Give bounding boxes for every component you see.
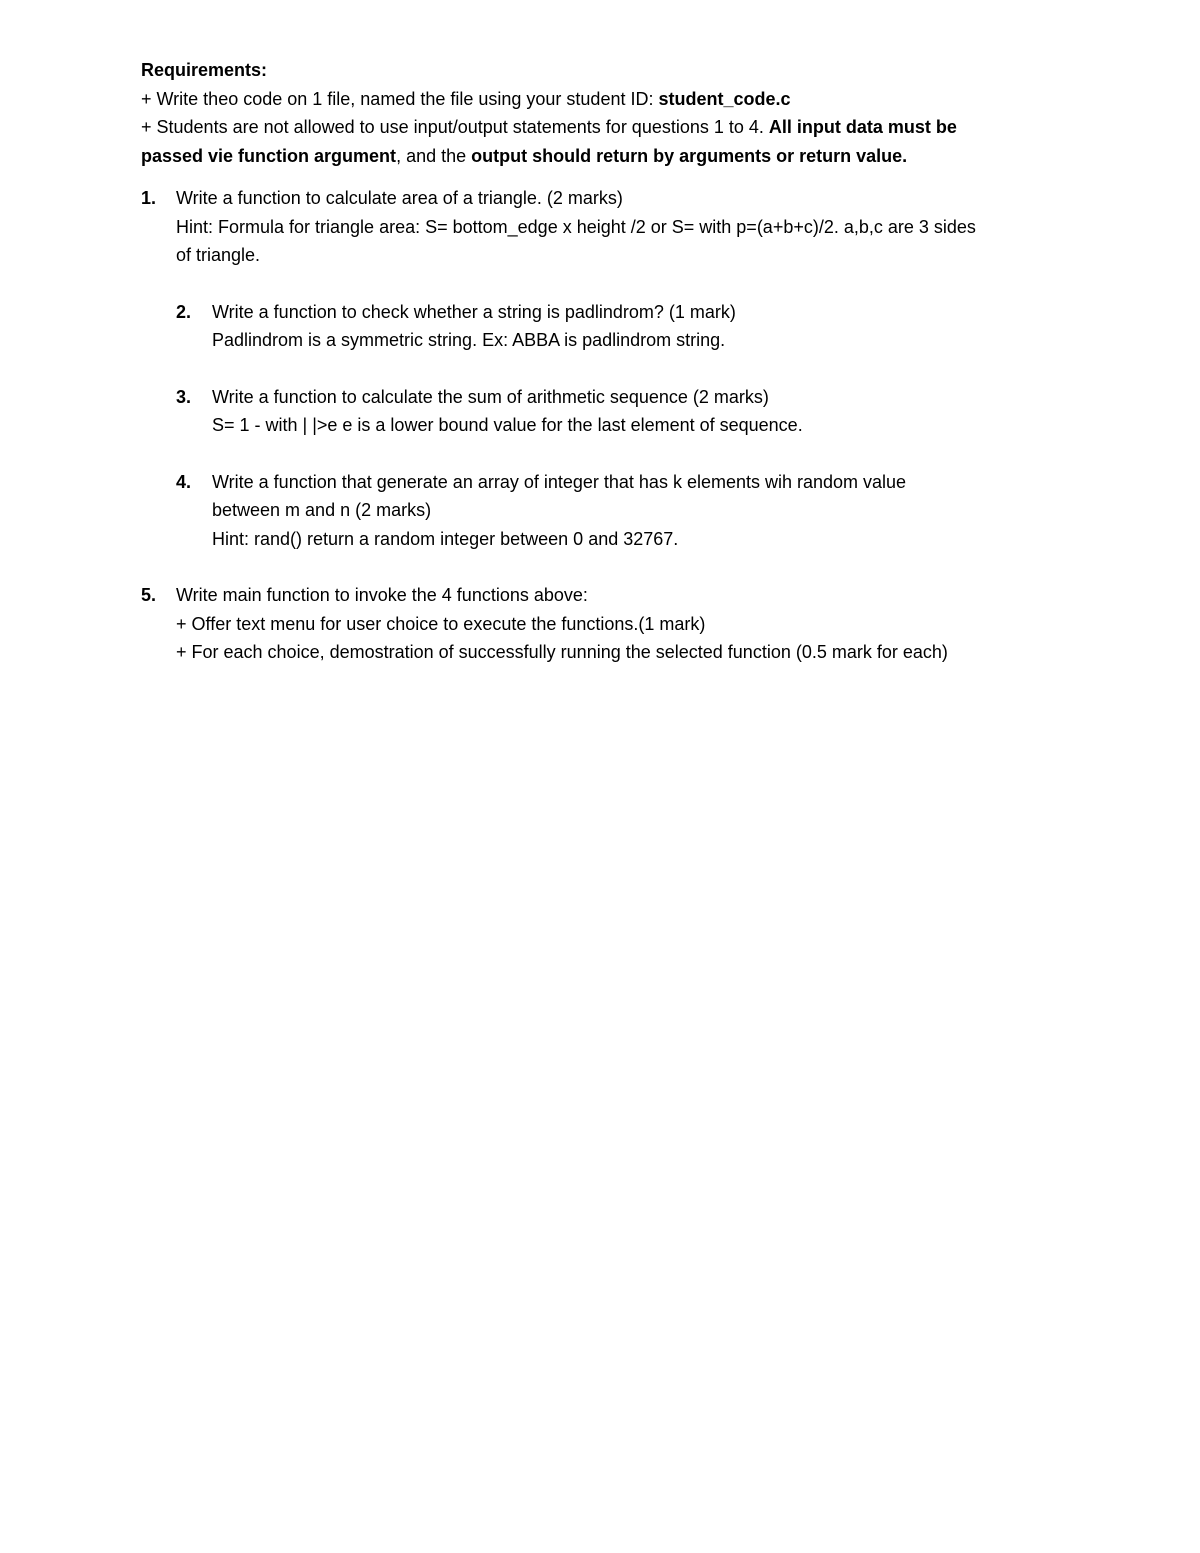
requirement-io-bold: All input data must be [768,117,957,137]
document-content [141,56,1061,667]
requirement-filename: student_code.c [658,88,791,109]
requirement-args-text: , and the [396,145,472,166]
question-1-number: 1. [141,188,157,208]
question-5-sub-2: + For each choice, demostration of successfully running the selected function (0.5 mark for each) [176,642,948,662]
question-3-number: 3. [176,386,192,407]
requirement-io-text: + Students are not allowed to use input/output statements for questions 1 to 4. [141,117,769,137]
requirement-file-line [141,85,1061,114]
question-5-number: 5. [141,585,157,605]
spacer [141,553,1061,581]
requirement-args-bold-a: passed vie function argument [141,145,397,166]
spacer [141,270,1061,298]
question-3-title: Write a function to calculate the sum of arithmetic sequence (2 marks) [212,386,769,407]
spacer [141,355,1061,383]
question-2-number: 2. [176,301,192,322]
question-4-title-cont: between m and n (2 marks) [212,500,432,520]
question-4 [176,468,1061,554]
question-4-hint: Hint: rand() return a random integer between 0 and 32767. [212,528,679,549]
question-3-body [212,383,1061,440]
question-1-body [176,184,1061,270]
question-4-number: 4. [176,471,192,492]
requirement-args-line [141,142,1061,171]
requirement-file-text: + Write theo code on 1 file, named the file using your student ID: [141,88,659,109]
question-2 [176,298,1061,355]
requirement-io-line [141,113,1061,142]
spacer [141,440,1061,468]
question-4-title: Write a function that generate an array of integer that has k elements wih random value [212,471,907,492]
question-1-title: Write a function to calculate area of a triangle. (2 marks) [176,188,623,208]
requirements-heading: Requirements: [141,60,268,80]
question-1-hint: Hint: Formula for triangle area: S= bottom_edge x height /2 or S= with p=(a+b+c)/2. a,b,c are 3 sides [176,216,976,237]
question-1-hint-cont: of triangle. [176,245,261,265]
question-5-body [176,581,1061,667]
question-2-body [212,298,1061,355]
requirement-args-bold-b: output should return by arguments or return value. [471,145,908,166]
question-3 [176,383,1061,440]
question-1 [141,184,1061,270]
question-5-sub-1: + Offer text menu for user choice to execute the functions.(1 mark) [176,613,706,634]
question-5-title: Write main function to invoke the 4 functions above: [176,585,588,605]
question-3-detail: S= 1 - with | |>e e is a lower bound value for the last element of sequence. [212,415,803,435]
question-4-body [212,468,1061,554]
question-5 [141,581,1061,667]
question-2-detail: Padlindrom is a symmetric string. Ex: ABBA is padlindrom string. [212,330,726,350]
spacer [141,170,1061,184]
question-2-title: Write a function to check whether a string is padlindrom? (1 mark) [212,301,736,322]
